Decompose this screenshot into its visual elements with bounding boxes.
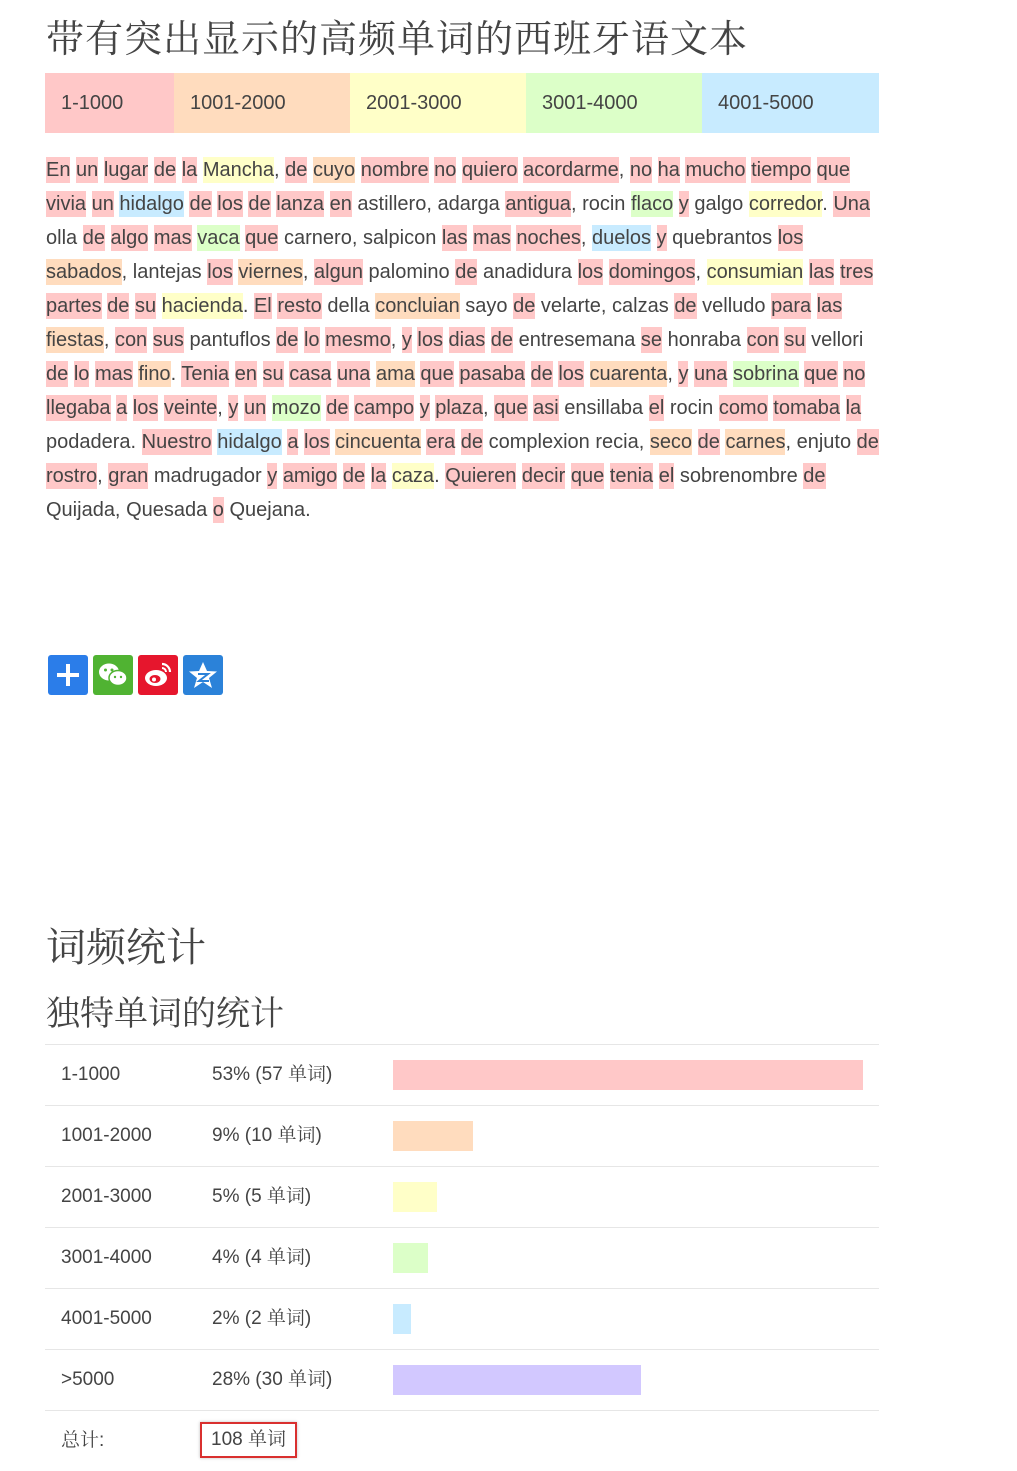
word[interactable]: de [460,431,484,453]
word[interactable]: resto [277,295,322,317]
word[interactable]: o [212,499,224,521]
word[interactable]: la [370,465,387,487]
word[interactable]: lo [73,363,90,385]
word: , [580,227,587,249]
word[interactable]: viernes [238,261,303,283]
word[interactable]: mesmo [325,329,391,351]
word[interactable]: un [243,397,267,419]
word[interactable]: acordarme [523,159,619,181]
word: enjuto [796,431,852,453]
word: , [483,397,489,419]
word[interactable]: seco [649,431,693,453]
word[interactable]: de [513,295,536,317]
stats-heading: 词频统计 [46,925,206,971]
word[interactable]: carnes [725,431,786,453]
word: velludo [702,295,766,317]
word[interactable]: cuarenta [589,363,668,385]
word: Quijada, [46,499,121,521]
stats-bar [393,1121,473,1151]
word[interactable]: y [419,397,430,419]
word: palomino [368,261,450,283]
stats-percent: 28% (30 单词) [212,1369,333,1390]
word[interactable]: vaca [197,227,240,249]
word[interactable]: de [697,431,720,453]
stats-row [45,1167,879,1228]
word[interactable]: los [558,363,584,385]
word: salpicon [362,227,437,249]
word[interactable]: Nuestro [141,431,212,453]
word[interactable]: llegaba [46,397,111,419]
word: , [390,329,397,351]
word: , [274,159,280,181]
word: olla [46,227,78,249]
word[interactable]: que [816,159,851,181]
word[interactable]: corredor [748,193,823,215]
word[interactable]: mas [153,227,192,249]
word: sobrenombre [679,465,798,487]
word[interactable]: hidalgo [119,193,184,215]
word[interactable]: de [82,227,105,249]
word[interactable]: dias [448,329,486,351]
word[interactable]: fiestas [46,329,104,351]
word[interactable]: ama [375,363,415,385]
word[interactable]: los [207,261,233,283]
weibo-icon [142,660,174,690]
legend-1-1000: 1-1000 [45,73,174,133]
word: madrugador [153,465,262,487]
word[interactable]: de [342,465,366,487]
stats-range: 3001-4000 [61,1247,152,1268]
word: quebrantos [672,227,773,249]
word[interactable]: de [803,465,826,487]
word[interactable]: que [494,397,528,419]
wechat-icon [97,660,129,690]
stats-row [45,1045,879,1106]
word[interactable]: de [856,431,879,453]
word[interactable]: mas [94,363,133,385]
word[interactable]: flaco [630,193,674,215]
word[interactable]: para [771,295,812,317]
word[interactable]: y [678,363,689,385]
word[interactable]: amigo [282,465,338,487]
word[interactable]: campo [354,397,415,419]
word[interactable]: noches [516,227,581,249]
share-qzone-button[interactable] [183,655,223,695]
stats-table [45,1044,879,1471]
word[interactable]: partes [46,295,102,317]
word[interactable]: que [420,363,454,385]
word: , [570,193,577,215]
share-wechat-button[interactable] [93,655,133,695]
stats-percent: 2% (2 单词) [212,1308,312,1329]
legend-1001-2000: 1001-2000 [174,73,350,133]
word: . [822,193,828,215]
word: adarga [437,193,500,215]
word: pantuflos [189,329,271,351]
word[interactable]: caza [391,465,435,487]
word: . [242,295,249,317]
stats-bar [393,1365,641,1395]
stats-row [45,1350,879,1411]
share-plus-icon [55,662,81,688]
qzone-icon [187,660,219,690]
word[interactable]: no [629,159,653,181]
word[interactable]: de [490,329,514,351]
word[interactable]: de [285,159,308,181]
word[interactable]: con [114,329,148,351]
word[interactable]: nombre [360,159,429,181]
word[interactable]: de [153,159,177,181]
stats-range: 2001-3000 [61,1186,152,1207]
stats-bar [393,1060,863,1090]
word[interactable]: de [455,261,478,283]
word[interactable]: tres [839,261,874,283]
word[interactable]: algun [314,261,363,283]
word[interactable]: tenia [609,465,654,487]
stats-bar [393,1182,437,1212]
word[interactable]: y [401,329,412,351]
word[interactable]: tomaba [773,397,840,419]
word: galgo [694,193,744,215]
word: , [695,261,701,283]
word: honraba [667,329,742,351]
word[interactable]: a [116,397,128,419]
stats-bar [393,1304,411,1334]
word[interactable]: que [570,465,605,487]
highlighted-spanish-text [46,153,881,527]
word[interactable]: hidalgo [217,431,282,453]
stats-range: 4001-5000 [61,1308,152,1329]
word[interactable]: el [658,465,675,487]
word[interactable]: las [816,295,843,317]
word: podadera. [46,431,137,453]
word[interactable]: los [304,431,330,453]
word[interactable]: de [326,397,349,419]
stats-percent: 4% (4 单词) [212,1247,312,1268]
word[interactable]: cincuenta [335,431,421,453]
stats-percent: 53% (57 单词) [212,1064,333,1085]
word[interactable]: rostro [46,465,98,487]
word: rocin [582,193,626,215]
word[interactable]: de [107,295,130,317]
stats-row [45,1289,879,1350]
word[interactable]: lo [303,329,320,351]
word[interactable]: su [784,329,806,351]
word[interactable]: casa [289,363,332,385]
legend-3001-4000: 3001-4000 [526,73,702,133]
word[interactable]: hacienda [161,295,243,317]
word[interactable]: algo [110,227,149,249]
word[interactable]: de [248,193,271,215]
word[interactable]: mucho [685,159,746,181]
word: , [103,329,110,351]
word: carnero, [284,227,358,249]
word[interactable]: ha [657,159,680,181]
word[interactable]: En [46,159,71,181]
word[interactable]: un [76,159,99,181]
stats-row [45,1228,879,1289]
word[interactable]: un [91,193,114,215]
word[interactable]: los [417,329,443,351]
word[interactable]: con [746,329,779,351]
word[interactable]: veinte [163,397,218,419]
word[interactable]: pasaba [459,363,525,385]
word[interactable]: quiero [461,159,518,181]
word: lantejas [132,261,202,283]
word[interactable]: de [189,193,212,215]
word: della [327,295,370,317]
word[interactable]: sobrina [732,363,799,385]
word[interactable]: que [245,227,279,249]
word[interactable]: y [228,397,239,419]
word[interactable]: las [808,261,835,283]
stats-subheading: 独特单词的统计 [46,994,284,1034]
word[interactable]: la [845,397,862,419]
word[interactable]: gran [108,465,149,487]
word[interactable]: lanza [276,193,325,215]
stats-total-row [45,1411,879,1471]
word[interactable]: antigua [505,193,571,215]
word: , [667,363,673,385]
word: vellori [811,329,864,351]
word: Quesada [126,499,208,521]
word[interactable]: de [674,295,697,317]
stats-percent: 5% (5 单词) [212,1186,312,1207]
word[interactable]: su [262,363,284,385]
word: . [434,465,440,487]
word[interactable]: asi [533,397,559,419]
word: entresemana [518,329,636,351]
word: complexion [488,431,590,453]
word[interactable]: que [804,363,838,385]
word[interactable]: plaza [435,397,484,419]
word: recia, [595,431,645,453]
word[interactable]: Tenia [181,363,230,385]
word[interactable]: una [337,363,371,385]
word: , [785,431,792,453]
word[interactable]: de [46,363,69,385]
share-weibo-button[interactable] [138,655,178,695]
word[interactable]: no [434,159,457,181]
stats-range: 1001-2000 [61,1125,152,1146]
word[interactable]: concluian [375,295,460,317]
word[interactable]: decir [521,465,566,487]
stats-range: >5000 [61,1369,115,1390]
share-plus-button[interactable] [48,655,88,695]
word: . [170,363,177,385]
word[interactable]: El [253,295,272,317]
word[interactable]: se [640,329,663,351]
word[interactable]: de [530,363,553,385]
word[interactable]: duelos [592,227,651,249]
word: , [302,261,309,283]
word[interactable]: en [234,363,257,385]
frequency-legend [45,73,879,133]
word: Quejana. [229,499,311,521]
word[interactable]: en [329,193,352,215]
word[interactable]: consumian [706,261,804,283]
word: ensillaba [564,397,644,419]
total-value: 108 单词 [200,1422,297,1458]
stats-percent: 9% (10 单词) [212,1125,322,1146]
word[interactable]: y [267,465,278,487]
word[interactable]: vivia [46,193,87,215]
word[interactable]: como [718,397,768,419]
word[interactable]: cuyo [312,159,356,181]
word[interactable]: era [426,431,456,453]
stats-range: 1-1000 [61,1064,121,1085]
word[interactable]: su [134,295,157,317]
word[interactable]: de [276,329,299,351]
share-bar [48,655,223,695]
word: rocin [669,397,714,419]
word[interactable]: las [441,227,468,249]
word[interactable]: una [694,363,728,385]
word: anadidura [483,261,573,283]
word[interactable]: domingos [608,261,696,283]
word[interactable]: fino [138,363,171,385]
word[interactable]: sus [152,329,184,351]
word: velarte, [540,295,607,317]
word[interactable]: mozo [271,397,321,419]
word[interactable]: a [287,431,299,453]
word: , [618,159,625,181]
total-label: 总计: [61,1430,105,1451]
word[interactable]: los [577,261,604,283]
legend-4001-5000: 4001-5000 [702,73,879,133]
word[interactable]: el [648,397,665,419]
word[interactable]: Quieren [445,465,517,487]
word[interactable]: tiempo [751,159,812,181]
word: calzas [612,295,669,317]
word[interactable]: sabados [46,261,122,283]
legend-2001-3000: 2001-3000 [350,73,526,133]
word[interactable]: la [181,159,198,181]
stats-row [45,1106,879,1167]
word[interactable]: los [132,397,159,419]
word[interactable]: y [678,193,689,215]
word[interactable]: los [217,193,243,215]
word[interactable]: mas [473,227,511,249]
word[interactable]: Mancha [202,159,274,181]
word: , [121,261,128,283]
word[interactable]: Una [833,193,871,215]
word[interactable]: lugar [103,159,149,181]
word[interactable]: los [777,227,804,249]
word: , [97,465,103,487]
word[interactable]: y [656,227,667,249]
word: , [217,397,223,419]
word: sayo [465,295,508,317]
word[interactable]: no [843,363,866,385]
page-title: 带有突出显示的高频单词的西班牙语文本 [46,17,749,61]
stats-bar [393,1243,428,1273]
word: astillero, [357,193,432,215]
